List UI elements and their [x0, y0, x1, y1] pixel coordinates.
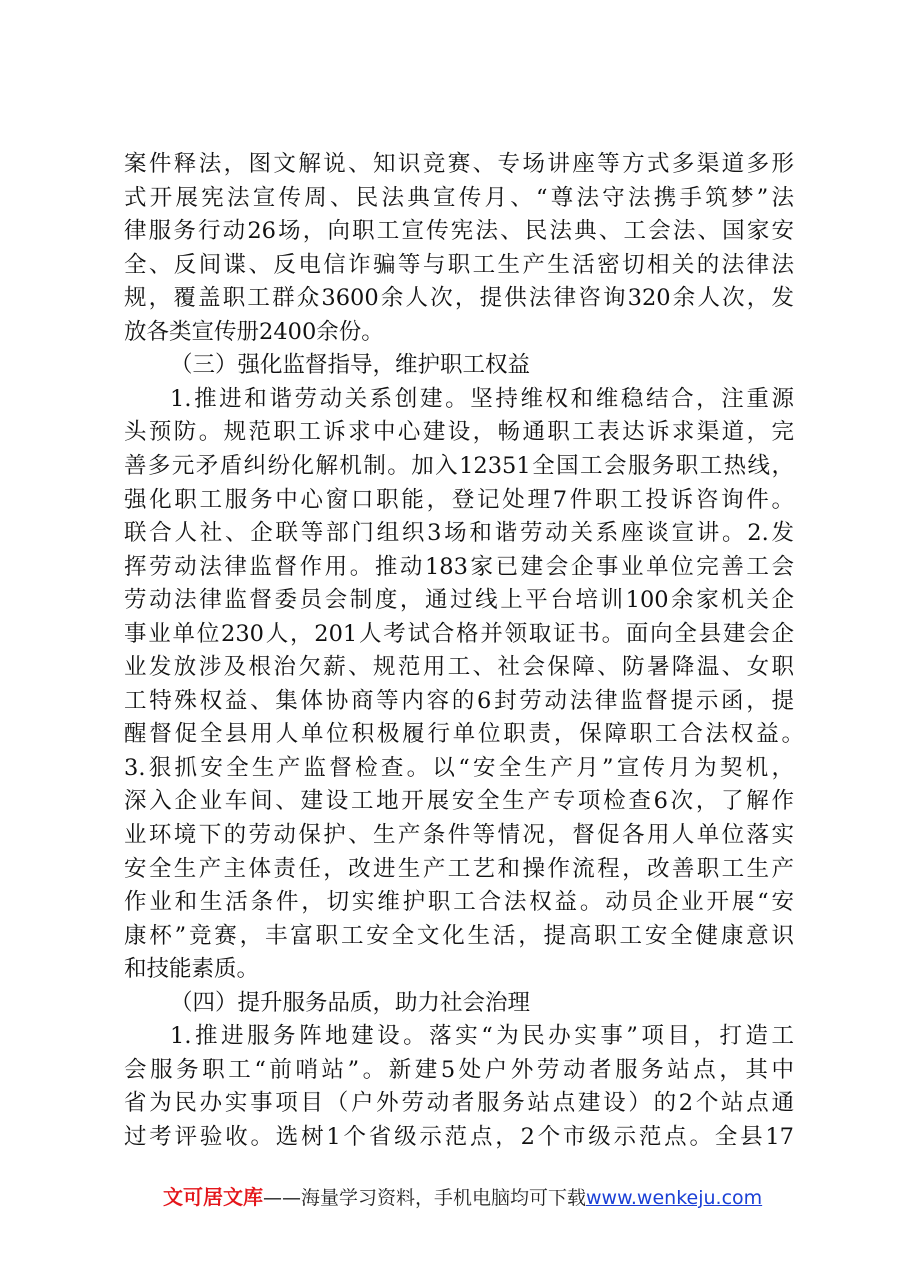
paragraph-line: 式开展宪法宣传周、民法典宣传月、“尊法守法携手筑梦”法 [124, 185, 794, 211]
paragraph-line: 1.推进服务阵地建设。落实“为民办实事”项目，打造工 [170, 1023, 794, 1049]
paragraph-line: 强化职工服务中心窗口职能，登记处理7件职工投诉咨询件。 [124, 487, 794, 513]
paragraph-line: 案件释法，图文解说、知识竞赛、专场讲座等方式多渠道多形 [124, 151, 794, 177]
paragraph-line: 醒督促全县用人单位积极履行单位职责，保障职工合法权益。 [124, 721, 804, 747]
paragraph-line: 业环境下的劳动保护、生产条件等情况，督促各用人单位落实 [124, 822, 794, 848]
footer-slogan: 海量学习资料，手机电脑均可下载 [301, 1187, 587, 1209]
paragraph-line: 会服务职工“前哨站”。新建5处户外劳动者服务站点，其中 [124, 1057, 794, 1083]
paragraph-line: 善多元矛盾纠纷化解机制。加入12351全国工会服务职工热线， [124, 453, 794, 479]
paragraph-line: 1.推进和谐劳动关系创建。坚持维权和维稳结合，注重源 [170, 386, 794, 412]
paragraph-line: 头预防。规范职工诉求中心建设，畅通职工表达诉求渠道，完 [124, 419, 794, 445]
watermark-footer [163, 1182, 803, 1212]
paragraph-line: 规，覆盖职工群众3600余人次，提供法律咨询320余人次，发 [124, 285, 794, 311]
paragraph-line: 过考评验收。选树1个省级示范点，2个市级示范点。全县17 [124, 1124, 794, 1150]
paragraph-line: 全、反间谍、反电信诈骗等与职工生产生活密切相关的法律法 [124, 252, 794, 278]
section-heading: （四）提升服务品质，助力社会治理 [170, 990, 531, 1016]
brand-name: 文可居文库 [163, 1185, 263, 1209]
paragraph-line: 3.狠抓安全生产监督检查。以“安全生产月”宣传月为契机， [124, 755, 794, 781]
paragraph-line: 律服务行动26场，向职工宣传宪法、民法典、工会法、国家安 [124, 218, 794, 244]
paragraph-line: 深入企业车间、建设工地开展安全生产专项检查6次，了解作 [124, 788, 794, 814]
paragraph-line: 工特殊权益、集体协商等内容的6封劳动法律监督提示函，提 [124, 688, 794, 714]
footer-url-link[interactable]: www.wenkeju.com [586, 1187, 763, 1209]
paragraph-line: 事业单位230人，201人考试合格并领取证书。面向全县建会企 [124, 621, 794, 647]
paragraph-line: 放各类宣传册2400余份。 [124, 319, 384, 345]
paragraph-line: 作业和生活条件，切实维护职工合法权益。动员企业开展“安 [124, 889, 794, 915]
footer-dash: —— [263, 1187, 301, 1209]
paragraph-line: 挥劳动法律监督作用。推动183家已建会企事业单位完善工会 [124, 554, 794, 580]
section-heading: （三）强化监督指导，维护职工权益 [170, 352, 531, 378]
paragraph-line: 省为民办实事项目（户外劳动者服务站点建设）的2个站点通 [124, 1090, 794, 1116]
paragraph-line: 安全生产主体责任，改进生产工艺和操作流程，改善职工生产 [124, 856, 794, 882]
paragraph-line: 和技能素质。 [124, 956, 260, 982]
paragraph-line: 康杯”竞赛，丰富职工安全文化生活，提高职工安全健康意识 [124, 923, 794, 949]
paragraph-line: 业发放涉及根治欠薪、规范用工、社会保障、防暑降温、女职 [124, 654, 794, 680]
paragraph-line: 劳动法律监督委员会制度，通过线上平台培训100余家机关企 [124, 587, 794, 613]
paragraph-line: 联合人社、企联等部门组织3场和谐劳动关系座谈宣讲。2.发 [124, 520, 794, 546]
